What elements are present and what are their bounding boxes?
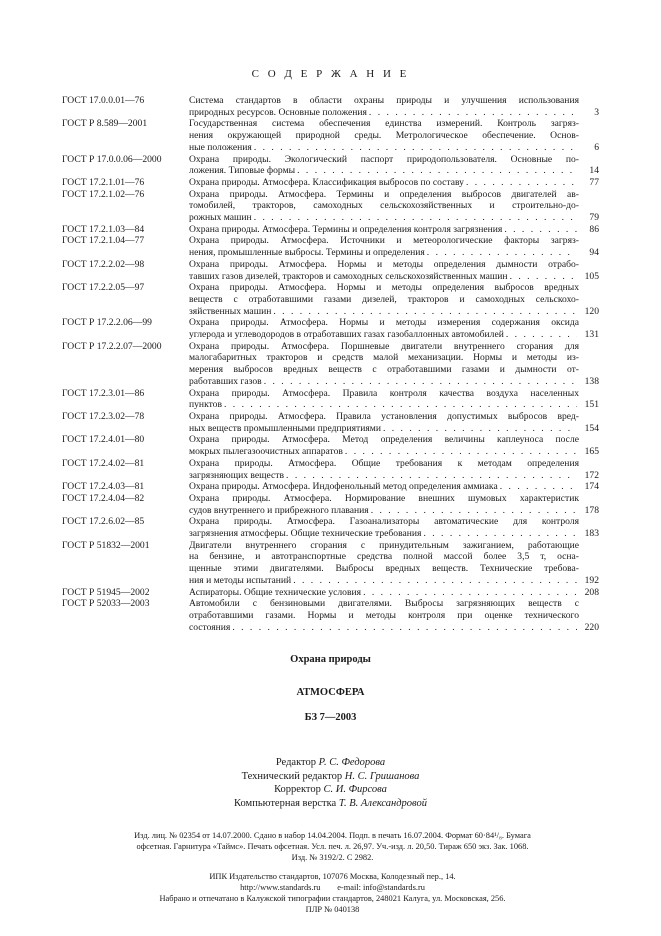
toc-entry-line: Охрана природы. Атмосфера. Правила установления допустимых выбросов вред- [189,410,579,422]
toc-entry-body [189,481,579,493]
toc-entry-last-text: углерода и углеводородов в отработавших газах газобаллонных автомобилей [189,329,504,341]
toc-entry [62,189,599,224]
imprint-line: Изд. № 3192/2. С 2982. [291,853,374,862]
toc-entry-page: 174 [584,481,599,493]
publisher-line: Набрано и отпечатано в Калужской типографии стандартов, 248021 Калуга, ул. Московская, 256. [159,894,506,903]
toc-entry-body [189,235,579,258]
toc-entry-last-text: загрязняющих веществ [189,469,285,481]
toc-entry-page: 120 [584,305,599,317]
toc-entry-last-line [189,212,579,224]
toc-entry-page: 14 [589,165,599,177]
dot-leader [232,622,577,634]
toc-entry-last-line [189,224,579,236]
toc-entry-page: 138 [584,375,599,387]
toc-entry-line: томобилей, тракторов, самоходных сельскохозяйственных и строительно-до- [189,200,579,212]
toc-entry-line: на бензине, и автотранспортные средства полной массой более 3,5 т, осна- [189,551,579,563]
toc-entry-body [189,493,579,516]
dot-leader [293,575,577,587]
toc-entry-last-text: Аспираторы. Общие технические условия [189,586,362,598]
toc-entry-last-line [189,165,579,177]
toc-entry-body [189,388,579,411]
toc-entry-last-text: нения, промышленные выбросы. Термины и определения [189,247,425,259]
toc-entry-line: нения окружающей природной среды. Метрологическое обеспечение. Основ- [189,130,579,142]
credit-name: С. И. Фирсова [323,784,387,796]
toc-entry-page: 77 [589,176,599,188]
dot-leader [363,587,577,599]
toc-entry-last-text: загрязнения атмосферы. Общие технические требования [189,528,422,540]
toc-entry-body [189,458,579,481]
toc-entry-last-text: зяйственных машин [189,305,272,317]
dot-leader [423,528,577,540]
toc-entry-code: ГОСТ 17.2.4.03—81 [62,481,145,493]
toc-entry-code: ГОСТ 17.2.6.02—85 [62,516,145,528]
toc-entry-last-text: ные положения [189,141,252,153]
toc-entry-last-text: Охрана природы. Атмосфера. Термины и определения контроля загрязнения [189,223,503,235]
toc-entry-body [189,282,579,317]
toc-entry-page: 151 [584,399,599,411]
toc-entry-last-line [189,423,579,435]
toc-entry [62,154,599,177]
toc-entry [62,481,599,493]
toc-entry-body [189,540,579,587]
toc-entry-line: Охрана природы. Атмосфера. Источники и метеорологические факторы загряз- [189,235,579,247]
toc-entry-last-text: ния и методы испытаний [189,574,292,586]
toc-entry-line: Охрана природы. Атмосфера. Метод определения величины каплеуноса после [189,434,579,446]
toc-entry-line: Государственная система обеспечения единства измерений. Контроль загряз- [189,118,579,130]
credit-name: Т. В. Александровой [338,797,427,809]
toc-entry-page: 3 [594,106,599,118]
dot-leader [345,446,577,458]
toc-entry [62,434,599,457]
toc-entry-code: ГОСТ Р 51832—2001 [62,539,150,551]
toc-entry-code: ГОСТ Р 51945—2002 [62,586,150,598]
toc-entry-line: Охрана природы. Атмосфера. Поршневые двигатели внутреннего сгорания для [189,340,579,352]
toc-entry-last-line [189,446,579,458]
toc-entry-code: ГОСТ 17.2.4.04—82 [62,492,145,504]
credit-role: Редактор [275,757,319,768]
toc-entry-body [189,177,579,189]
dot-leader [369,107,577,119]
dot-leader [383,423,577,435]
publisher-line: ИПК Издательство стандартов, 107076 Москва, Колодезный пер., 14. [209,872,456,881]
toc-entry-last-text: Охрана природы. Атмосфера. Классификация выбросов по составу [189,176,464,188]
toc-entry-code: ГОСТ 17.2.2.02—98 [62,258,145,270]
toc-entry-page: 94 [589,247,599,259]
toc-entry-last-text: рожных машин [189,212,252,224]
toc-entry-code: ГОСТ 17.0.0.01—76 [62,95,145,106]
toc-entry-body [189,317,579,340]
toc-entry-line: Автомобили с бензиновыми двигателями. Выбросы загрязняющих веществ с [189,598,579,610]
dot-leader [254,212,577,224]
toc-entry [62,317,599,340]
dot-leader [466,177,577,189]
toc-entry-code: ГОСТ Р 8.589—2001 [62,118,148,130]
toc-entry-last-line [189,107,579,119]
toc-entry-page: 208 [584,586,599,598]
publisher-line: ПЛР № 040138 [305,905,360,914]
toc-entry-line: Двигатели внутреннего сгорания с принудительным зажиганием, работающие [189,539,579,551]
toc-entry-last-line [189,376,579,388]
dot-leader [254,142,577,154]
credit-line [0,797,661,811]
toc-entry-code: ГОСТ 17.2.1.03—84 [62,223,145,235]
toc-entry-code: ГОСТ 17.2.4.01—80 [62,434,145,446]
toc-entry-last-text: судов внутреннего и прибрежного плавания [189,504,369,516]
toc-entry [62,235,599,258]
toc-entry [62,540,599,587]
collection-code: БЗ 7—2003 [304,712,357,723]
toc-entry-body [189,224,579,236]
toc-entry-last-line [189,177,579,189]
toc-entry-body [189,598,579,633]
toc-entry-line: мерения выбросов вредных веществ с отработавшими газами и дымности от- [189,364,579,376]
toc-entry-body [189,118,579,153]
toc-entry-code: ГОСТ 17.2.3.01—86 [62,387,145,399]
series-title: Охрана природы [290,654,371,665]
toc-entry [62,224,599,236]
toc-entry [62,259,599,282]
toc-entry [62,458,599,481]
dot-leader [286,470,577,482]
toc-entry-code: ГОСТ 17.2.3.02—78 [62,410,145,422]
toc-entry-line: Охрана природы. Экологический паспорт природопользователя. Основные по- [189,153,579,165]
imprint-line: Изд. лиц. № 02354 от 14.07.2000. Сдано в набор 14.04.2004. Подп. в печать 16.07.2004. Формат 60·84¹/₈. Бумага [134,831,531,840]
publisher-line: http://www.standards.ru e-mail: info@standards.ru [240,883,425,892]
toc-entry-last-line [189,142,579,154]
toc-entry-last-line [189,306,579,318]
toc-entry-last-text: Охрана природы. Атмосфера. Индофенольный метод определения аммиака [189,481,498,493]
toc-entry-last-text: пунктов [189,399,222,411]
toc-entry-last-line [189,528,579,540]
toc-entry-code: ГОСТ Р 17.2.2.06—99 [62,317,152,329]
toc-entry-last-line [189,329,579,341]
toc-entry-page: 220 [584,621,599,633]
credit-line [0,756,661,770]
toc-entry-code: ГОСТ 17.2.1.01—76 [62,176,145,188]
credit-line [0,770,661,784]
toc-entry-last-text: тавших газов дизелей, тракторов и самоходных сельскохозяйственных машин [189,270,508,282]
toc-entry-line: Охрана природы. Атмосфера. Правила контроля качества воздуха населенных [189,387,579,399]
toc-entry-body [189,95,579,118]
toc-entry-page: 178 [584,504,599,516]
toc-entry [62,282,599,317]
toc-entry [62,341,599,388]
toc-entry-last-line [189,575,579,587]
toc-entry-page: 79 [589,212,599,224]
toc-entry-line: малогабаритных тракторов и средств малой механизации. Нормы и методы из- [189,352,579,364]
toc-entry-page: 172 [584,469,599,481]
toc-entry [62,493,599,516]
toc-entry-line: Охрана природы. Атмосфера. Нормирование внешних шумовых характеристик [189,492,579,504]
toc-entry-last-line [189,470,579,482]
toc-entry-page: 6 [594,141,599,153]
toc-entry-last-line [189,505,579,517]
table-of-contents [62,95,599,633]
credit-name: Н. С. Гришанова [344,770,420,782]
credit-name: Р. С. Федорова [318,757,386,768]
section-title: АТМОСФЕРА [296,687,365,698]
toc-entry-body [189,259,579,282]
page-title: С О Д Е Р Ж А Н И Е [251,68,410,80]
toc-entry [62,177,599,189]
credit-line [0,783,661,797]
toc-entry-last-text: мокрых пылегазоочистных аппаратов [189,446,343,458]
toc-entry-code: ГОСТ 17.2.1.04—77 [62,235,145,247]
toc-entry-line: Охрана природы. Атмосфера. Термины и определения выбросов двигателей ав- [189,188,579,200]
toc-entry [62,516,599,539]
toc-entry-code: ГОСТ Р 17.2.2.07—2000 [62,340,162,352]
toc-entry-last-text: состояния [189,621,231,633]
toc-entry-last-line [189,247,579,259]
credit-role: Корректор [274,784,324,796]
toc-entry-line: щенные этими двигателями. Выбросы вредных веществ. Технические требова- [189,563,579,575]
toc-entry-page: 105 [584,270,599,282]
dot-leader [506,329,577,341]
toc-entry-page: 154 [584,422,599,434]
imprint-block [60,830,605,863]
toc-entry-page: 183 [584,528,599,540]
publisher-block [60,871,605,915]
credit-role: Компьютерная верстка [234,797,339,809]
dot-leader [510,271,577,283]
dot-leader [224,399,577,411]
toc-entry [62,598,599,633]
dot-leader [427,247,577,259]
toc-entry-body [189,411,579,434]
toc-entry-code: ГОСТ 17.2.1.02—76 [62,188,145,200]
toc-entry-last-line [189,271,579,283]
toc-entry-body [189,154,579,177]
toc-entry-body [189,516,579,539]
dot-leader [504,224,577,236]
toc-entry-page: 86 [589,223,599,235]
toc-entry [62,388,599,411]
credits-block [0,756,661,810]
toc-entry-line: Охрана природы. Атмосфера. Нормы и методы определения дымности отрабо- [189,258,579,270]
toc-entry [62,411,599,434]
imprint-line: офсетная. Гарнитура «Таймс». Печать офсетная. Усл. печ. л. 26,97. Уч.-изд. л. 20,50. Тираж 650 экз. Зак. 1068. [136,842,529,851]
toc-entry-last-text: ложения. Типовые формы [189,165,296,177]
dot-leader [371,505,577,517]
toc-entry-body [189,434,579,457]
toc-entry-last-text: природных ресурсов. Основные положения [189,106,367,118]
toc-entry-line: отработавшими газами. Нормы и методы контроля при оценке технического [189,609,579,621]
toc-entry-page: 192 [584,574,599,586]
toc-entry-page: 131 [584,329,599,341]
toc-entry-last-line [189,587,579,599]
dot-leader [264,376,577,388]
toc-entry-body [189,587,579,599]
toc-entry-line: Охрана природы. Атмосфера. Общие требования к методам определения [189,457,579,469]
dot-leader [500,481,577,493]
toc-entry-line: Охрана природы. Атмосфера. Нормы и методы определения выбросов вредных [189,282,579,294]
dot-leader [297,165,577,177]
toc-entry-last-line [189,481,579,493]
toc-entry-line: Охрана природы. Атмосфера. Газоанализаторы автоматические для контроля [189,516,579,528]
toc-entry-last-text: работавших газов [189,375,262,387]
toc-entry-last-line [189,399,579,411]
toc-entry [62,587,599,599]
toc-entry-page: 165 [584,446,599,458]
toc-entry-line: Система стандартов в области охраны природы и улучшения использования [189,95,579,106]
toc-entry-body [189,189,579,224]
toc-entry-line: веществ с отработавшими газами дизелей, тракторов и самоходных сельскохо- [189,293,579,305]
credit-role: Технический редактор [241,770,345,782]
toc-entry-code: ГОСТ 17.2.4.02—81 [62,457,145,469]
dot-leader [273,306,577,318]
toc-entry-last-text: ных веществ промышленными предприятиями [189,422,381,434]
toc-entry-body [189,341,579,388]
toc-entry-last-line [189,622,579,634]
toc-entry-code: ГОСТ 17.2.2.05—97 [62,282,145,294]
toc-entry-code: ГОСТ Р 52033—2003 [62,598,150,610]
toc-entry [62,118,599,153]
toc-entry-line: Охрана природы. Атмосфера. Нормы и методы измерения содержания оксида [189,317,579,329]
toc-entry [62,95,599,118]
toc-entry-code: ГОСТ Р 17.0.0.06—2000 [62,153,162,165]
